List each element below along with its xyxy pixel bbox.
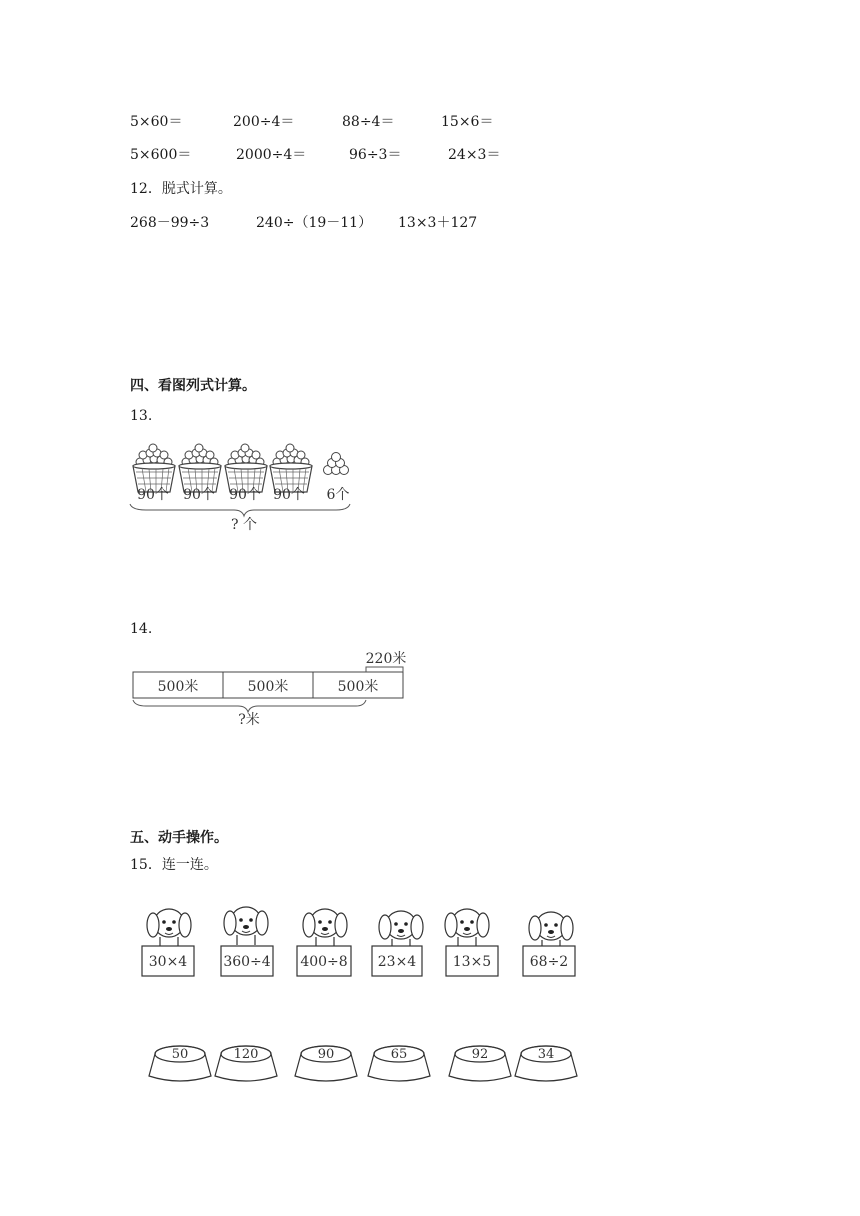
- segment-label-1: 500米: [157, 679, 199, 695]
- oral-calc-2-3: 96÷3＝: [349, 147, 402, 163]
- bowl-3[interactable]: [295, 1046, 357, 1081]
- basket-label-3: 90个: [229, 487, 261, 503]
- basket-label-2: 90个: [183, 487, 215, 503]
- card-label-3: 400÷8: [300, 954, 348, 970]
- bowl-label-2: 120: [233, 1047, 259, 1062]
- oral-calc-2-2: 2000÷4＝: [236, 147, 307, 163]
- card-3[interactable]: [297, 946, 351, 976]
- oral-calc-1-1: 5×60＝: [130, 114, 183, 130]
- puppy-2: [224, 907, 268, 945]
- bowl-6[interactable]: [515, 1046, 577, 1081]
- q13-number: 13.: [130, 408, 153, 424]
- bowl-label-6: 34: [537, 1047, 555, 1062]
- basket-label-1: 90个: [137, 487, 169, 503]
- puppy-6: [529, 912, 573, 950]
- q12-item-1: 268－99÷3: [130, 215, 210, 231]
- card-2[interactable]: [221, 946, 273, 976]
- card-label-4: 23×4: [377, 954, 417, 970]
- bowl-5[interactable]: [449, 1046, 511, 1081]
- total-brace: [130, 504, 350, 516]
- bowl-label-5: 92: [471, 1047, 489, 1062]
- oral-calc-1-4: 15×6＝: [441, 114, 494, 130]
- basket-4: [270, 444, 312, 492]
- q13-figure: [126, 438, 366, 533]
- puppy-3: [303, 909, 347, 947]
- bowl-label-1: 50: [171, 1047, 189, 1062]
- extra-bracket: [366, 667, 403, 672]
- q14-number: 14.: [130, 621, 153, 637]
- card-4[interactable]: [372, 946, 422, 976]
- basket-3: [225, 444, 267, 492]
- total-label: ? 个: [231, 517, 257, 533]
- segment-label-3: 500米: [337, 679, 379, 695]
- card-label-6: 68÷2: [529, 954, 569, 970]
- oral-calc-2-1: 5×600＝: [130, 147, 192, 163]
- total-label: ?米: [238, 712, 260, 728]
- q12-title: 12．脱式计算。: [130, 181, 232, 197]
- card-label-1: 30×4: [148, 954, 188, 970]
- loose-apples: [324, 453, 349, 475]
- q12-item-2: 240÷（19－11）: [256, 215, 373, 231]
- total-brace: [133, 700, 366, 712]
- card-6[interactable]: [523, 946, 575, 976]
- bowl-4[interactable]: [368, 1046, 430, 1081]
- q14-figure: [130, 648, 420, 730]
- basket-1: [133, 444, 175, 492]
- puppy-5: [445, 909, 489, 947]
- section5-title: 五、动手操作。: [130, 830, 228, 846]
- card-1[interactable]: [142, 946, 194, 976]
- bowl-label-3: 90: [317, 1047, 335, 1062]
- card-label-5: 13×5: [452, 954, 492, 970]
- q12-item-3: 13×3＋127: [398, 215, 478, 231]
- oral-calc-2-4: 24×3＝: [448, 147, 501, 163]
- bowl-label-4: 65: [390, 1047, 408, 1062]
- extra-label: 220米: [365, 651, 407, 667]
- puppy-1: [147, 909, 191, 947]
- segment-label-2: 500米: [247, 679, 289, 695]
- q15-title: 15．连一连。: [130, 857, 218, 873]
- section4-title: 四、看图列式计算。: [130, 378, 256, 394]
- oral-calc-1-3: 88÷4＝: [342, 114, 395, 130]
- card-5[interactable]: [446, 946, 498, 976]
- q15-figure: [135, 900, 585, 1090]
- card-label-2: 360÷4: [223, 954, 271, 970]
- oral-calc-1-2: 200÷4＝: [233, 114, 295, 130]
- basket-label-4: 90个: [273, 487, 305, 503]
- puppy-4: [379, 911, 423, 949]
- bowl-2[interactable]: [215, 1046, 277, 1081]
- loose-label: 6个: [326, 487, 350, 503]
- bowl-1[interactable]: [149, 1046, 211, 1081]
- basket-2: [179, 444, 221, 492]
